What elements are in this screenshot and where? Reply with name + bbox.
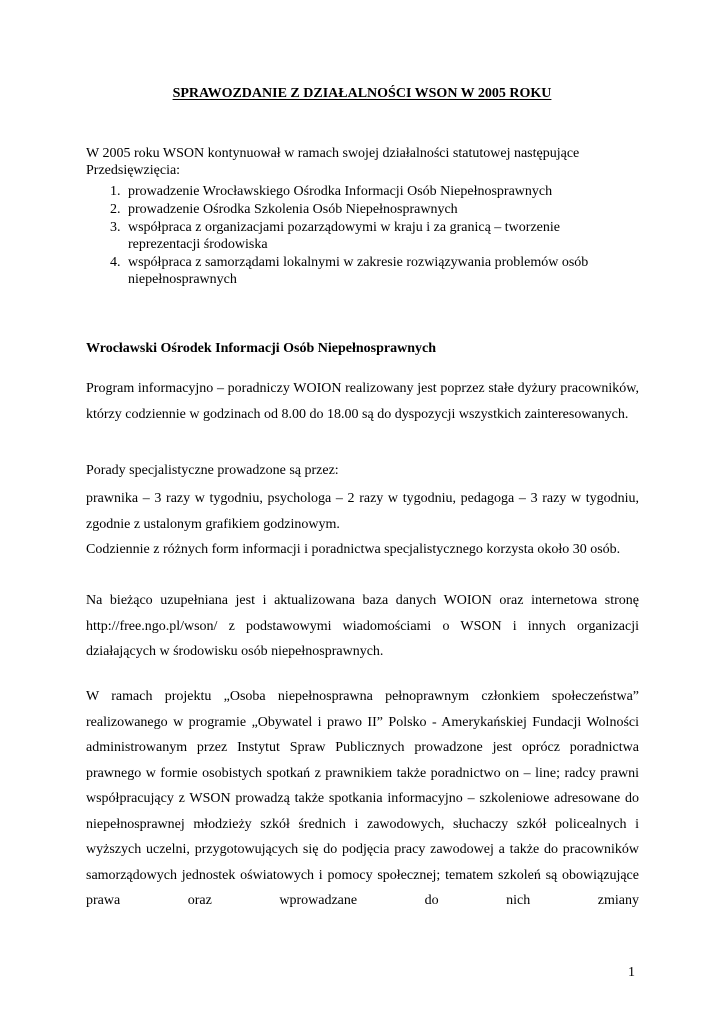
body-paragraph: Na bieżąco uzupełniana jest i aktualizowana baza danych WOION oraz internetowa stronę http://free.ngo.pl/wson/ z podstawowymi wiadomościami o WSON i innych organizacji działających w środowisku osób niepełnosprawnych.: [86, 593, 639, 659]
body-paragraph: prawnika – 3 razy w tygodniu, psychologa – 2 razy w tygodniu, pedagoga – 3 razy w tygodniu, zgodnie z ustalonym grafikiem godzinowym.: [86, 491, 639, 532]
document-title: SPRAWOZDANIE Z DZIAŁALNOŚCI WSON W 2005 ROKU: [172, 86, 552, 101]
list-item: [86, 201, 646, 218]
list-number: 2.: [110, 202, 121, 217]
list-item: [86, 219, 646, 253]
list-item-text: współpraca z samorządami lokalnymi w zakresie rozwiązywania problemów osób niepełnosprawnych: [128, 255, 589, 287]
body-paragraph: Codziennie z różnych form informacji i poradnictwa specjalistycznego korzysta około 30 osób.: [86, 542, 621, 557]
list-number: 1.: [110, 184, 121, 199]
list-item-text: prowadzenie Wrocławskiego Ośrodka Informacji Osób Niepełnosprawnych: [128, 184, 553, 199]
activities-list: [86, 183, 646, 289]
list-item: [86, 254, 646, 288]
body-paragraph: Porady specjalistyczne prowadzone są przez:: [86, 463, 339, 478]
section-heading: Wrocławski Ośrodek Informacji Osób Niepełnosprawnych: [86, 341, 437, 356]
list-number: 3.: [110, 220, 121, 235]
list-item-text: współpraca z organizacjami pozarządowymi w kraju i za granicą – tworzenie reprezentacji środowiska: [128, 220, 560, 252]
body-paragraph: W ramach projektu „Osoba niepełnosprawna pełnoprawnym członkiem społeczeństwa” realizowanego w programie „Obywatel i prawo II” Polsko - Amerykańskiej Fundacji Wolności administrowanym przez Instytut Spraw Publicznych prowadzone jest oprócz poradnictwa prawnego w formie osobistych spotkań z prawnikiem także poradnictwo on – line; radcy prawni współpracujący z WSON prowadzą także spotkania informacyjno – szkoleniowe adresowane do niepełnosprawnej młodzieży szkół średnich i zawodowych, słuchaczy szkół policealnych i wyższych uczelni, przygotowujących się do podjęcia pracy zawodowej a także do pracowników samorządowych jednostek oświatowych i pomocy społecznej; tematem szkoleń są obowiązujące prawa oraz wprowadzane do nich zmiany: [86, 689, 639, 908]
page-number: 1: [628, 965, 635, 980]
list-item: [86, 183, 646, 200]
intro-paragraph: W 2005 roku WSON kontynuował w ramach swojej działalności statutowej następujące Przedsięwzięcia:: [86, 146, 580, 178]
list-number: 4.: [110, 255, 121, 270]
body-paragraph: Program informacyjno – poradniczy WOION realizowany jest poprzez stałe dyżury pracowników, którzy codziennie w godzinach od 8.00 do 18.00 są do dyspozycji wszystkich zainteresowanych.: [86, 381, 639, 422]
list-item-text: prowadzenie Ośrodka Szkolenia Osób Niepełnosprawnych: [128, 202, 458, 217]
